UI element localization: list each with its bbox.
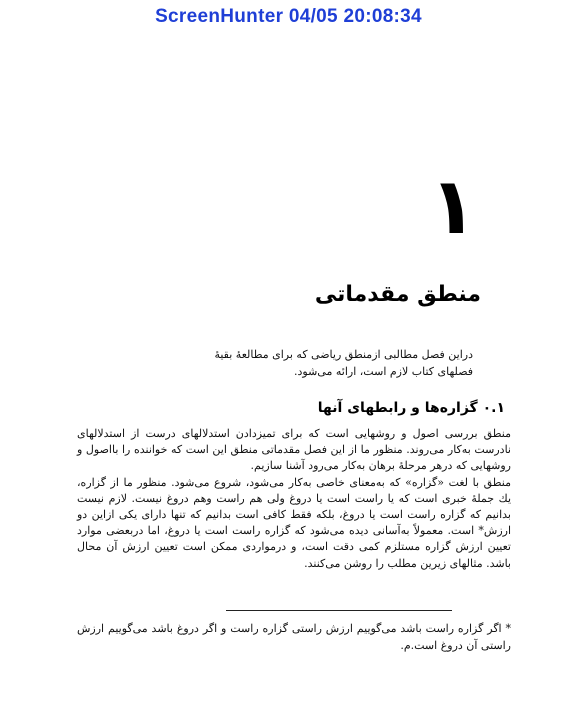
chapter-title: منطق مقدماتی [314, 282, 481, 307]
body-paragraph: منطق بررسی اصول و روشهایی است که برای تمیزدادن استدلالهای درست از استدلالهای نادرست به‌کار می‌روند. منظور ما از این فصل مقدماتی منطق این است که خواننده را بااصول و روشهایی که درهر مرحلهٔ برهان به‌کار می‌رود آشنا سازیم. [77, 427, 511, 473]
footnote-divider [226, 610, 452, 611]
screenhunter-watermark: ScreenHunter 04/05 20:08:34 [155, 6, 422, 27]
section-body [77, 426, 511, 572]
section-heading: ۰.۱ گزاره‌ها و رابطهای آنها [317, 400, 505, 416]
body-paragraph: منطق با لغت «گزاره» که به‌معنای خاصی به‌کار می‌شود، شروع می‌شود. منظور ما از گزاره، یك جملهٔ خبری است که یا راست است یا دروغ ولی هم راست وهم دروغ نیست. لازم نیست بدانیم که گزاره راست است یا دروغ، بلکه فقط کافی است بدانیم که تنها دارای یکی ازاین دو ارزش* است. معمولاً به‌آسانی دیده می‌شود که گزاره راست است یا دروغ، اما دربعضی موارد تعیین ارزش گزاره مستلزم کمی دقت است، و درمواردی ممکن است تعیین ارزش آن محال باشد. مثالهای زیرین مطلب را روشن می‌کنند. [77, 475, 511, 570]
chapter-intro: دراین فصل مطالبی ازمنطق ریاضی که برای مطالعهٔ بقیهٔ فصلهای کتاب لازم است، ارائه می‌شود. [214, 348, 473, 378]
footnote: * اگر گزاره راست باشد می‌گوییم ارزش راستی گزاره راست و اگر دروغ باشد می‌گوییم ارزش راستی آن دروغ است.م. [77, 622, 511, 652]
chapter-number: ۱ [429, 162, 477, 252]
